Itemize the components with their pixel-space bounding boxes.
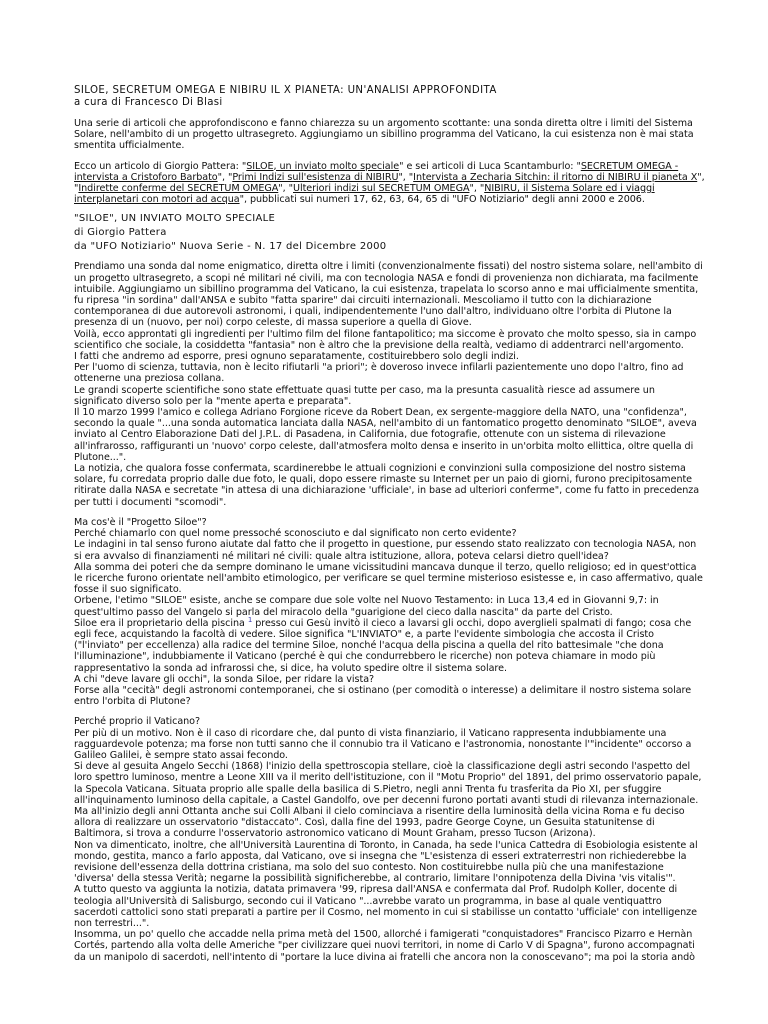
- body-paragraph: Voilà, ecco approntati gli ingredienti per l'ultimo film del filone fantapolitico; ma siccome è provato che molto spesso, sia in campo scientifico che sociale, la cosiddetta "fantasia" non è altro che la previsione della realtà, vediamo di addentrarci nell'argomento.: [74, 328, 697, 351]
- body-paragraph: Perché chiamarlo con quel nome pressoché sconosciuto e dal significato non certo evidente?: [74, 528, 517, 540]
- body-paragraph: [74, 615, 706, 674]
- link-nibiru-indizi[interactable]: Primi Indizi sull'esistenza di NIBIRU: [232, 171, 399, 183]
- link-sitchin-interview[interactable]: Intervista a Zecharia Sitchin: il ritorno di NIBIRU il pianeta X: [413, 171, 698, 183]
- text-fragment: " e sei articoli di Luca Scantamburlo: ": [399, 160, 581, 172]
- body-paragraph: Non va dimenticato, inoltre, che all'Università Laurentina di Toronto, in Canada, ha sede l'unica Cattedra di Esobiologia esistente al mondo, gestita, manco a farlo apposta, dal Vaticano, ove si insegna che "L'esistenza di esseri extraterrestri non richiederebbe la revisione dell'essenza della dottrina cristiana, ma solo del suo contesto. Non costituirebbe nulla più che una manifestazione 'diversa' della stessa Verità; negarne la possibilità significherebbe, al contrario, limitare l'onnipotenza della Divina 'vis vitalis'".: [74, 839, 698, 885]
- article-source: da "UFO Notiziario" Nuova Serie - N. 17 del Dicembre 2000: [74, 241, 387, 253]
- body-paragraph: La notizia, che qualora fosse confermata, scardinerebbe le attuali cognizioni e convinzioni sulla composizione del nostro sistema solare, fu corredata proprio dalle due foto, le quali, dopo essere rimaste su Internet per un paio di giorni, furono precipitosamente ritirate dalla NASA e secretate "in attesa di una dichiarazione 'ufficiale', in base ad ulteriori conferme", come fu fatto in precedenza per tutti i documenti "scomodi".: [74, 463, 700, 508]
- intro-summary: Una serie di articoli che approfondiscono e fanno chiarezza su un argomento scottante: una sonda diretta oltre i limiti del Sistema Solare, nell'ambito di un progetto ultrasegreto. Aggiungiamo un sibillino programma del Vaticano, la cui esistenza non è mai stata smentita ufficialmente.: [74, 118, 694, 152]
- link-indirette-conferme[interactable]: Indirette conferme del SECRETUM OMEGA: [78, 183, 279, 195]
- article-header: [74, 212, 706, 254]
- text-fragment: ", ": [217, 171, 233, 183]
- text-fragment: ", ": [278, 183, 293, 195]
- body-paragraph: Per più di un motivo. Non è il caso di ricordare che, dal punto di vista finanziario, il Vaticano rappresenta indubbiamente una ragguardevole potenza; ma forse non tutti sanno che il connubio tra il Vaticano e l'astronomia, nonostante l'"incidente" occorso a Galileo Galilei, è sempre stato assai fecondo.: [74, 727, 692, 761]
- body-paragraph: Le indagini in tal senso furono aiutate dal fatto che il progetto in questione, pur essendo stato realizzato con tecnologia NASA, non si era avvalso di finanziamenti né militari né civili: quale altra istituzione, allora, poteva celarsi dietro quell'idea?: [74, 539, 697, 562]
- body-paragraph: I fatti che andremo ad esporre, presi ognuno separatamente, costituirebbero solo degli indizi.: [74, 351, 519, 363]
- article-title: "SILOE", UN INVIATO MOLTO SPECIALE: [74, 213, 276, 225]
- text-fragment: Siloe era il proprietario della piscina: [74, 617, 248, 629]
- text-fragment: ", ": [74, 171, 705, 195]
- article-author: di Giorgio Pattera: [74, 227, 167, 239]
- body-paragraph: A tutto questo va aggiunta la notizia, datata primavera '99, ripresa dall'ANSA e confermata dal Prof. Rudolph Koller, docente di teologia all'Università di Salisburgo, secondo cui il Vaticano "...avrebbe varato un programma, in base al quale ventiquattro sacerdoti cattolici sono stati preparati a partire per il Cosmo, nel momento in cui si stabilisse un contatto 'ufficiale' con intelligenze non terrestri...".: [74, 884, 698, 929]
- body-paragraph: Alla somma dei poteri che da sempre dominano le umane vicissitudini mancava dunque il terzo, quello religioso; ed in quest'ottica le ricerche furono orientate nell'ambito etimologico, per verificare se quel termine misterioso esistesse e, in caso affermativo, quale fosse il suo significato.: [74, 561, 703, 596]
- body-paragraph: Il 10 marzo 1999 l'amico e collega Adriano Forgione riceve da Robert Dean, ex sergente-maggiore della NATO, una "confidenza", secondo la quale "...una sonda automatica lanciata dalla NASA, nell'ambito di un fantomatico progetto denominato "SILOE", aveva inviato al Centro Elaborazione Dati del J.P.L. di Pasadena, in California, due fotografie, ottenute con un sistema di rilevazione all'infrarosso, raffiguranti un 'nuovo' corpo celeste, dall'atmosfera molto densa e inserito in un'orbita molto ellittica, oltre quella di Plutone...".: [74, 407, 697, 463]
- body-paragraph: A chi "deve lavare gli occhi", la sonda Siloe, per ridare la vista?: [74, 673, 375, 685]
- footnote-link[interactable]: 1: [247, 615, 253, 624]
- section-heading: Perché proprio il Vaticano?: [74, 716, 201, 728]
- section-progetto-siloe: [74, 517, 706, 707]
- link-secretum-omega-interview[interactable]: SECRETUM OMEGA - intervista a Cristoforo Barbato: [74, 160, 679, 183]
- section-intro: [74, 261, 706, 507]
- text-fragment: ", ": [469, 183, 485, 195]
- text-fragment: Ecco un articolo di Giorgio Pattera: ": [74, 160, 247, 172]
- link-siloe-article[interactable]: SILOE, un inviato molto speciale: [246, 160, 400, 172]
- body-paragraph: Forse alla "cecità" degli astronomi contemporanei, che si ostinano (per comodità o interesse) a delimitare il nostro sistema solare entro l'orbita di Plutone?: [74, 684, 692, 708]
- text-fragment: ", ": [398, 171, 414, 183]
- link-nibiru-motori-acqua[interactable]: NIBIRU, il Sistema Solare ed i viaggi interplanetari con motori ad acqua: [74, 183, 655, 206]
- body-paragraph: Prendiamo una sonda dal nome enigmatico, diretta oltre i limiti (convenzionalmente fissati) del nostro sistema solare, nell'ambito di un progetto ultrasegreto, a scopi né militari né civili, ma con tecnologia NASA e fondi di provenienza non dichiarata, ma facilmente intuibile. Aggiungiamo un sibillino programma del Vaticano, la cui esistenza, trapelata lo scorso anno e mai ufficialmente smentita, fu ripresa "in sordina" dall'ANSA e subito "fatta sparire" dai circuiti internazionali. Mescoliamo il tutto con la dichiarazione contemporanea di due autorevoli astronomi, i quali, indipendentemente l'uno dall'altro, individuano oltre l'orbita di Plutone la presenza di un (nuovo, per noi) corpo celeste, di massa superiore a quella di Giove.: [74, 261, 703, 329]
- body-paragraph: Per l'uomo di scienza, tuttavia, non è lecito rifiutarli "a priori"; è doveroso invece infilarli pazientemente uno dopo l'altro, fino ad ottenerne una preziosa collana.: [74, 362, 684, 385]
- text-fragment: ", pubblicati sui numeri 17, 62, 63, 64, 65 di "UFO Notiziario" degli anni 2000 e 2006.: [239, 194, 645, 206]
- body-paragraph: Insomma, un po' quello che accadde nella prima metà del 1500, allorché i famigerati "conquistadores" Francisco Pizarro e Hernàn Cortés, partendo alla volta delle Americhe "per civilizzare quei nuovi territori, in nome di Carlo V di Spagna", furono accompagnati da un manipolo di sacerdoti, nell'intento di "portare la luce divina ai fratelli che ancora non la conoscevano"; ma poi la storia andò: [74, 929, 695, 963]
- text-fragment: presso cui Gesù invitò il cieco a lavarsi gli occhi, dopo averglieli spalmati di fango; cosa che egli fece, acquistando la facoltà di vedere. Siloe significa "L'INVIATO" e, a parte l'evidente simbologia che accosta il Cristo ("l'inviato" per eccellenza) alla radice del termine Siloe, nonché l'acqua della piscina a quella del rito battesimale "che dona l'illuminazione", indubbiamente il Vaticano (perché è qui che condurrebbero le ricerche) non poteva chiamare in modo più rappresentativo la sonda ad infrarossi che, si dice, ha voluto spedire oltre il sistema solare.: [74, 617, 692, 674]
- articles-list-paragraph: [74, 161, 706, 206]
- body-paragraph: Si deve al gesuita Angelo Secchi (1868) l'inizio della spettroscopia stellare, cioè la classificazione degli astri secondo l'aspetto del loro spettro luminoso, mentre a Leone XIII va il merito dell'istituzione, con il "Motu Proprio" del 1891, del primo osservatorio papale, la Specola Vaticana. Situata proprio alle spalle della basilica di S.Pietro, negli anni Trenta fu trasferita da Pio XI, per sfuggire all'inquinamento luminoso della capitale, a Castel Gandolfo, ove per decenni furono portati avanti studi di rilevanza internazionale. Ma all'inizio degli anni Ottanta anche sui Colli Albani il cielo cominciava a risentire della luminosità della vicina Roma e fu deciso allora di realizzare un osservatorio "distaccato". Così, dalla fine del 1993, padre George Coyne, un Gesuita statunitense di Baltimora, si trova a condurre l'osservatorio astronomico vaticano di Mount Graham, presso Tucson (Arizona).: [74, 761, 702, 840]
- section-vaticano: [74, 716, 706, 962]
- body-paragraph: Le grandi scoperte scientifiche sono state effettuate quasi tutte per caso, ma la presunta casualità riesce ad assumere un significato diverso solo per la "mente aperta e preparata".: [74, 384, 655, 407]
- section-heading: Ma cos'è il "Progetto Siloe"?: [74, 516, 207, 528]
- body-paragraph: Orbene, l'etimo "SILOE" esiste, anche se compare due sole volte nel Nuovo Testamento: in Luca 13,4 ed in Giovanni 9,7: in quest'ultimo passo del Vangelo si parla del miracolo della "guarigione del cieco dalla nascita" da parte del Cristo.: [74, 595, 659, 618]
- document-title: SILOE, SECRETUM OMEGA E NIBIRU IL X PIANETA: UN'ANALISI APPROFONDITA: [74, 85, 497, 96]
- link-ulteriori-indizi[interactable]: Ulteriori indizi sul SECRETUM OMEGA: [293, 183, 470, 195]
- document-credit: a cura di Francesco Di Blasi: [74, 97, 223, 108]
